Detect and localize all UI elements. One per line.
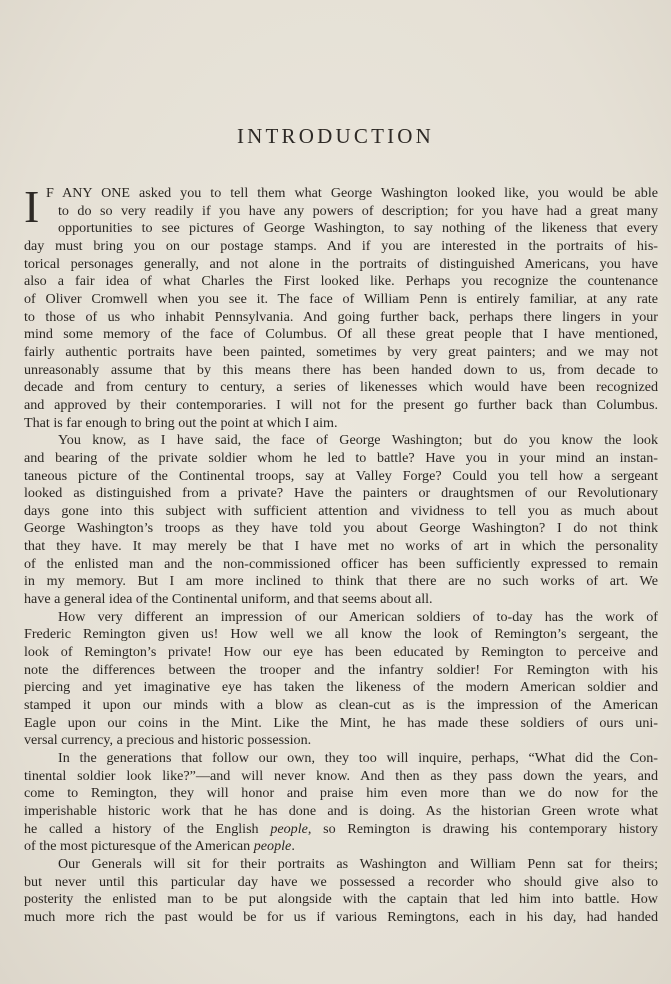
text-line: days gone into this subject with sufficient attention and vividness to tell you as much about bbox=[24, 502, 658, 519]
text-line: torical personages generally, and not alone in the portraits of distinguished Americans, you have bbox=[24, 255, 658, 272]
text-line: and bearing of the private soldier whom he led to battle? Have you in your mind an instan- bbox=[24, 449, 658, 466]
text-line: he called a history of the English people, so Remington is drawing his contemporary history bbox=[24, 820, 658, 837]
text-line: tinental soldier look like?”—and will never know. And then as they pass down the years, and bbox=[24, 767, 658, 784]
text-line: come to Remington, they will honor and praise him even more than we do now for the bbox=[24, 785, 658, 802]
text-line: note the differences between the trooper and the infantry soldier! For Remington with his bbox=[24, 661, 658, 678]
text-line: much more rich the past would be for us if various Remingtons, each in his day, had handed bbox=[24, 908, 658, 925]
text-line: In the generations that follow our own, they too will inquire, perhaps, “What did the Con- bbox=[58, 750, 658, 766]
text-line: stamped it upon our minds with a blow as clean-cut as is the impression of the American bbox=[24, 697, 658, 714]
text-line: opportunities to see pictures of George Washington, to say nothing of the likeness that every bbox=[58, 220, 658, 237]
text-line: F ANY ONE asked you to tell them what George Washington looked like, you would be able bbox=[46, 185, 658, 201]
text-line: unreasonably assume that by this means there has been handed down to us, from decade to bbox=[24, 361, 658, 378]
text-line: versal currency, a precious and historic possession. bbox=[24, 732, 312, 749]
text-line: That is far enough to bring out the point at which I aim. bbox=[24, 414, 338, 431]
text-line: to do so very readily if you have any powers of description; for you have had a great many bbox=[58, 202, 658, 219]
text-line: How very different an impression of our American soldiers of to-day has the work of bbox=[58, 608, 658, 625]
text-line: Frederic Remington given us! How well we all know the look of Remington’s sergeant, the bbox=[24, 626, 658, 643]
text-line: piercing and yet imaginative eye has taken the likeness of the modern American soldier and bbox=[24, 679, 658, 696]
text-line: fairly authentic portraits have been painted, sometimes by very great painters; and we may not bbox=[24, 343, 658, 360]
text-line: taneous picture of the Continental troops, say at Valley Forge? Could you tell how a sergeant bbox=[24, 467, 658, 484]
text-line: look of Remington’s private! How our eye has been educated by Remington to perceive and bbox=[24, 644, 658, 661]
text-line: in my memory. But I am more inclined to think that there are no such works of art. We bbox=[24, 573, 658, 590]
body-text bbox=[24, 181, 658, 927]
text-line: of Oliver Cromwell when you see it. The face of William Penn is entirely familiar, at any rate bbox=[24, 290, 658, 307]
text-line: posterity the enlisted man to be put alongside with the captain that led him into battle. How bbox=[24, 891, 658, 908]
text-line: Our Generals will sit for their portraits as Washington and William Penn sat for theirs; bbox=[58, 855, 658, 872]
text-line: Eagle upon our coins in the Mint. Like the Mint, he has made these soldiers of ours uni- bbox=[24, 714, 658, 731]
text-line: looked as distinguished from a private? Have the painters or draughtsmen of our Revolutionary bbox=[24, 485, 658, 502]
text-line: imperishable historic work that he has done and is doing. As the historian Green wrote what bbox=[24, 802, 658, 819]
drop-cap: I bbox=[24, 181, 40, 232]
text-line: of the most picturesque of the American people. bbox=[24, 838, 295, 855]
text-line: You know, as I have said, the face of George Washington; but do you know the look bbox=[58, 432, 658, 449]
text-line: of the enlisted man and the non-commissioned officer has been sufficiently expressed to remain bbox=[24, 555, 658, 572]
text-line: have a general idea of the Continental uniform, and that seems about all. bbox=[24, 591, 433, 608]
text-line: to those of us who inhabit Pennsylvania. And going further back, perhaps there lingers in your bbox=[24, 308, 658, 325]
text-line: decade and from century to century, a series of likenesses which would have been recognized bbox=[24, 379, 658, 396]
text-line: George Washington’s troops as they have told you about George Washington? I do not think bbox=[24, 520, 658, 537]
text-line: also a fair idea of what Charles the First looked like. Perhaps you recognize the countenance bbox=[24, 273, 658, 290]
text-line: but never until this particular day have we possessed a recorder who should give also to bbox=[24, 873, 658, 890]
page-title: INTRODUCTION bbox=[236, 124, 435, 148]
text-line: mind some memory of the face of Columbus. Of all these great people that I have mentioned, bbox=[24, 326, 658, 343]
text-line: day must bring you on our postage stamps. And if you are interested in the portraits of his- bbox=[24, 237, 658, 254]
text-line: and approved by their contemporaries. I will not for the present go further back than Columbus. bbox=[24, 396, 658, 413]
text-line: that they have. It may merely be that I have met no works of art in which the personality bbox=[24, 538, 658, 555]
